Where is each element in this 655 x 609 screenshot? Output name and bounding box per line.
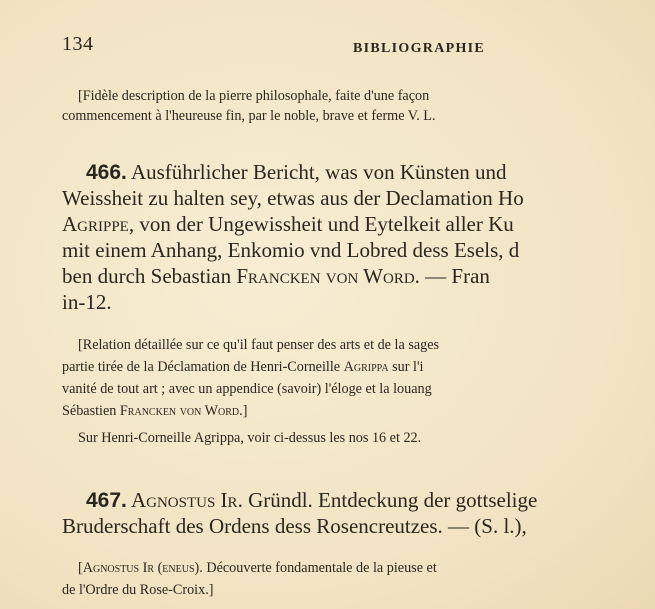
entry-466-title-line-1 [86, 160, 655, 185]
author-francken-von-word-note: Francken von Word [119, 403, 240, 419]
author-agnostus: Agnostus Ir [126, 488, 238, 512]
entry-467-note-text-1: . Découverte fondamentale de la pieuse et [199, 560, 437, 576]
page-number: 134 [62, 33, 94, 55]
entry-466-title-line-3 [62, 212, 655, 237]
prev-note-line-1: [Fidèle description de la pierre philosophale, faite d'une façon [78, 88, 430, 104]
entry-466-title-line-5 [62, 264, 655, 289]
entry-467-title-line-1 [86, 488, 655, 513]
author-agnostus-note: [Agnostus Ir (eneus) [78, 560, 200, 576]
entry-466-note-line-4 [62, 403, 655, 420]
author-agrippe: Agrippe [62, 212, 129, 236]
entry-467-note-line-1 [78, 560, 655, 577]
entry-466-note-line-1: [Relation détaillée sur ce qu'il faut penser des arts et de la sages [78, 337, 440, 353]
entry-466-title-line-2: Weissheit zu halten sey, etwas aus der Declamation Ho [62, 186, 524, 210]
entry-466-title-text-1: Ausführlicher Bericht, was von Künsten und [126, 160, 507, 184]
entry-466-title-text-3: , von der Ungewissheit und Eytelkeit aller Ku [128, 212, 514, 236]
entry-466-title-text-5b: . — Fran [414, 264, 490, 288]
entry-466-format: in-12. [62, 290, 112, 314]
entry-467-number: 467. [86, 489, 127, 512]
prev-note-line-2: commencement à l'heureuse fin, par le noble, brave et ferme V. L. [62, 108, 436, 124]
entry-467-title-line-2: Bruderschaft des Ordens dess Rosencreutzes. — (S. l.), [62, 514, 527, 538]
entry-466-note-text-4a: Sébastien [62, 403, 120, 419]
entry-466-note-text-4b: .] [239, 403, 248, 419]
entry-466-note-line-2 [62, 359, 655, 376]
author-francken-von-word: Francken von Word [236, 264, 415, 288]
entry-466-title-text-5a: ben durch Sebastian [62, 264, 237, 288]
running-title: BIBLIOGRAPHIE [353, 41, 486, 56]
entry-466-title-line-4: mit einem Anhang, Enkomio vnd Lobred dess Esels, d [62, 238, 520, 262]
entry-466-see-also: Sur Henri-Corneille Agrippa, voir ci-dessus les nos 16 et 22. [78, 430, 422, 446]
entry-467-title-text-1: . Gründl. Entdeckung der gottselige [237, 488, 538, 512]
entry-466-note-line-3: vanité de tout art ; avec un appendice (savoir) l'éloge et la louang [62, 381, 432, 397]
entry-466-note-text-2a: partie tirée de la Déclamation de Henri-Corneille [62, 359, 344, 375]
entry-466-note-text-2b: sur l'i [388, 359, 424, 375]
entry-466-number: 466. [86, 161, 127, 184]
author-agrippa: Agrippa [343, 359, 389, 375]
entry-467-note-line-2: de l'Ordre du Rose-Croix.] [62, 582, 214, 598]
